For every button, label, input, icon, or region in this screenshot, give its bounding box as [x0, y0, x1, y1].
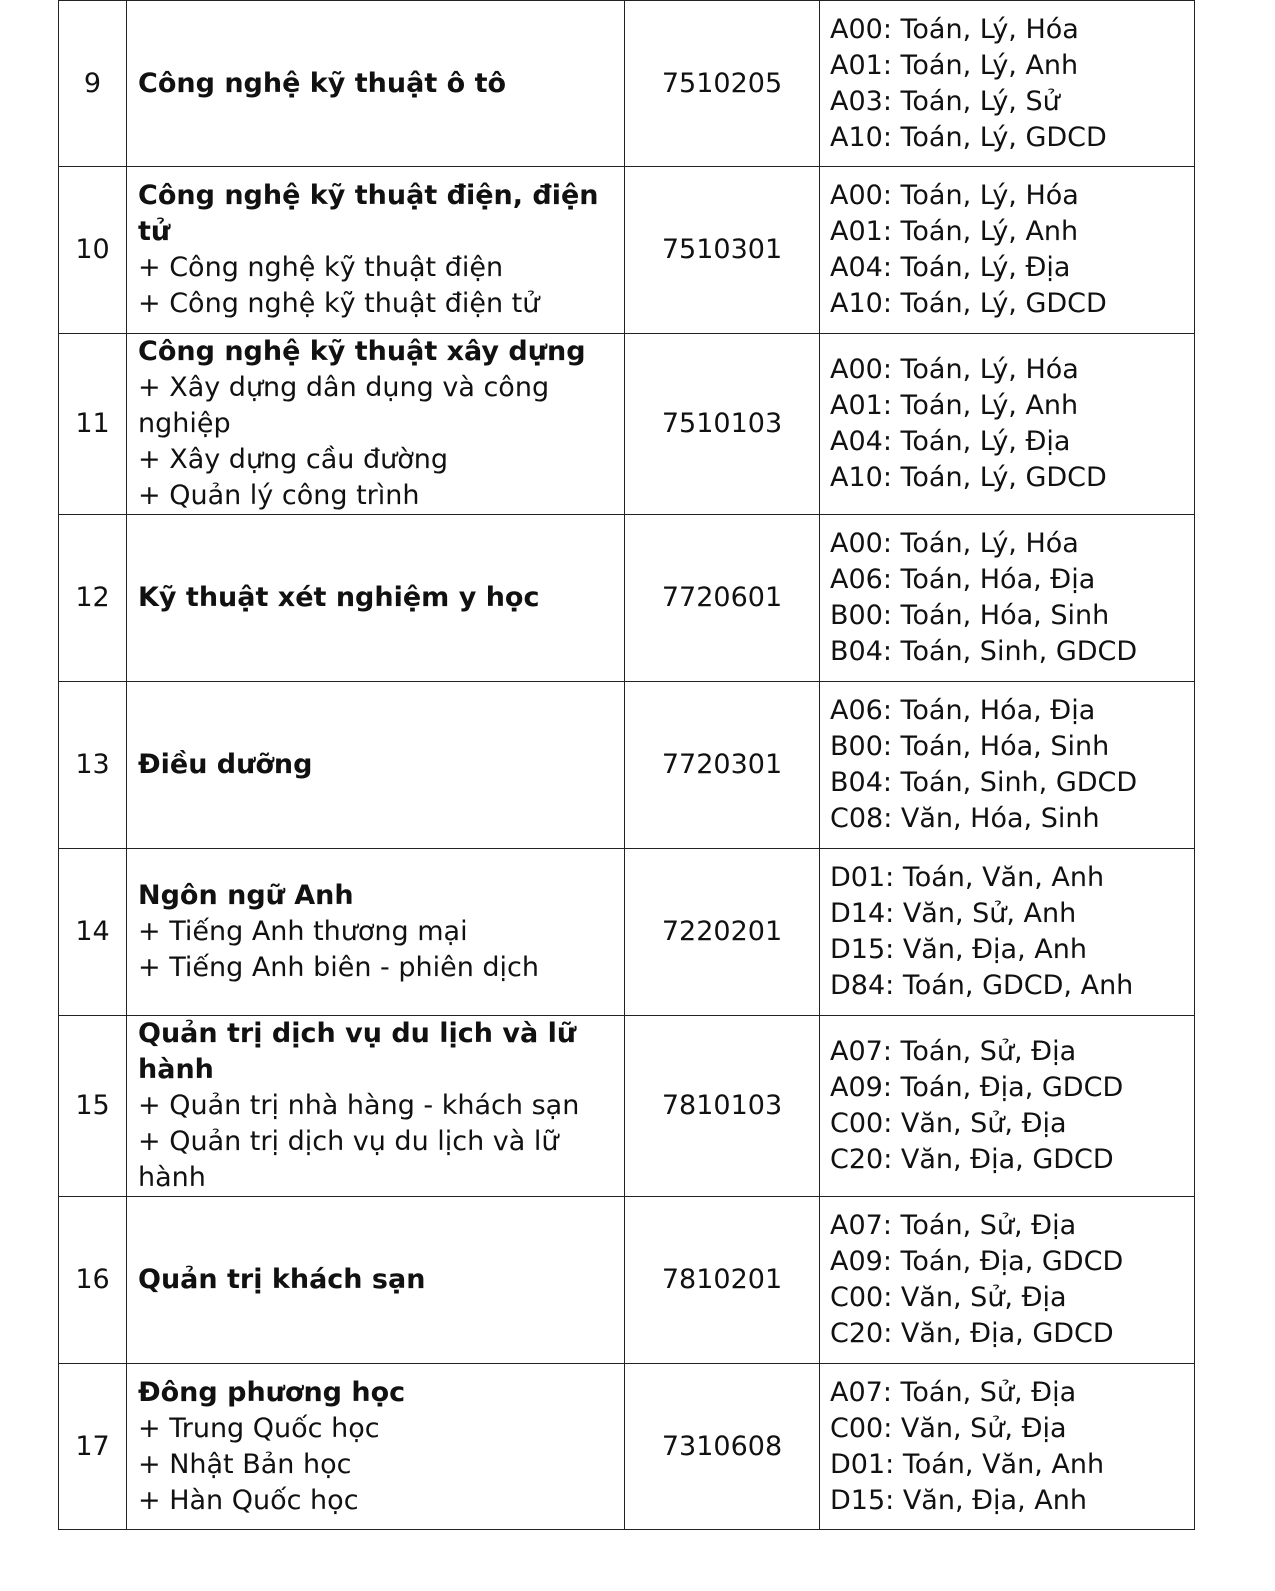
subject-combos-cell — [820, 849, 1195, 1016]
row-number: 12 — [59, 515, 127, 682]
major-cell — [127, 1197, 625, 1364]
table-row — [59, 849, 1195, 1016]
specialization-item: + Xây dựng cầu đường — [138, 444, 448, 475]
major-title: Điều dưỡng — [138, 749, 313, 780]
table-row — [59, 167, 1195, 334]
major-title: Quản trị dịch vụ du lịch và lữ hành — [138, 1018, 577, 1085]
subject-combo: B00: Toán, Hóa, Sinh — [830, 731, 1110, 762]
subject-combo: C08: Văn, Hóa, Sinh — [830, 803, 1100, 834]
subject-combos-cell — [820, 1016, 1195, 1197]
major-cell — [127, 1, 625, 167]
row-number: 14 — [59, 849, 127, 1016]
majors-table-body — [59, 1, 1195, 1530]
subject-combo: A01: Toán, Lý, Anh — [830, 216, 1079, 247]
major-title: Quản trị khách sạn — [138, 1264, 426, 1295]
subject-combo: D01: Toán, Văn, Anh — [830, 862, 1105, 893]
subject-combos-cell — [820, 1, 1195, 167]
major-cell — [127, 1364, 625, 1530]
subject-combo: A07: Toán, Sử, Địa — [830, 1376, 1077, 1408]
subject-combos-cell — [820, 167, 1195, 334]
subject-combo: D84: Toán, GDCD, Anh — [830, 970, 1134, 1001]
subject-combo: B04: Toán, Sinh, GDCD — [830, 636, 1138, 667]
subject-combo: A00: Toán, Lý, Hóa — [830, 13, 1079, 45]
subject-combo: A03: Toán, Lý, Sử — [830, 85, 1060, 117]
subject-combo: A00: Toán, Lý, Hóa — [830, 528, 1079, 559]
subject-combo: A10: Toán, Lý, GDCD — [830, 288, 1107, 319]
row-number: 15 — [59, 1016, 127, 1197]
table-row — [59, 1197, 1195, 1364]
subject-combos-cell — [820, 515, 1195, 682]
specialization-item: + Công nghệ kỹ thuật điện tử — [138, 288, 540, 319]
subject-combo: D14: Văn, Sử, Anh — [830, 898, 1077, 929]
subject-combo: C00: Văn, Sử, Địa — [830, 1412, 1067, 1444]
subject-combo: C20: Văn, Địa, GDCD — [830, 1144, 1114, 1175]
subject-combos-cell — [820, 334, 1195, 515]
major-code: 7220201 — [625, 849, 820, 1016]
row-number: 17 — [59, 1364, 127, 1530]
major-title: Đông phương học — [138, 1376, 406, 1408]
majors-table — [58, 0, 1195, 1530]
row-number: 9 — [59, 1, 127, 167]
major-code: 7810201 — [625, 1197, 820, 1364]
major-code: 7810103 — [625, 1016, 820, 1197]
subject-combo: A00: Toán, Lý, Hóa — [830, 180, 1079, 211]
subject-combo: C20: Văn, Địa, GDCD — [830, 1318, 1114, 1349]
subject-combo: B00: Toán, Hóa, Sinh — [830, 600, 1110, 631]
subject-combo: A06: Toán, Hóa, Địa — [830, 695, 1096, 726]
subject-combo: B04: Toán, Sinh, GDCD — [830, 767, 1138, 798]
specialization-item: + Trung Quốc học — [138, 1412, 380, 1444]
row-number: 11 — [59, 334, 127, 515]
major-title: Công nghệ kỹ thuật điện, điện tử — [138, 180, 599, 247]
specialization-item: + Quản trị dịch vụ du lịch và lữ hành — [138, 1126, 559, 1193]
subject-combos-cell — [820, 682, 1195, 849]
table-row — [59, 334, 1195, 515]
specialization-item: + Tiếng Anh biên - phiên dịch — [138, 952, 540, 983]
subject-combo: A04: Toán, Lý, Địa — [830, 252, 1071, 283]
table-row — [59, 515, 1195, 682]
major-code: 7310608 — [625, 1364, 820, 1530]
major-cell — [127, 849, 625, 1016]
major-code: 7510205 — [625, 1, 820, 167]
subject-combo: C00: Văn, Sử, Địa — [830, 1282, 1067, 1313]
table-row — [59, 1364, 1195, 1530]
row-number: 10 — [59, 167, 127, 334]
subject-combo: A07: Toán, Sử, Địa — [830, 1210, 1077, 1241]
subject-combo: A06: Toán, Hóa, Địa — [830, 564, 1096, 595]
specialization-item: + Quản lý công trình — [138, 480, 420, 511]
major-title: Ngôn ngữ Anh — [138, 880, 354, 911]
specialization-item: + Xây dựng dân dụng và công nghiệp — [138, 372, 550, 439]
subject-combo: A10: Toán, Lý, GDCD — [830, 121, 1107, 153]
specialization-item: + Công nghệ kỹ thuật điện — [138, 252, 504, 283]
major-title: Kỹ thuật xét nghiệm y học — [138, 582, 540, 613]
major-cell — [127, 682, 625, 849]
subject-combo: D01: Toán, Văn, Anh — [830, 1448, 1105, 1480]
row-number: 13 — [59, 682, 127, 849]
major-code: 7510103 — [625, 334, 820, 515]
table-row — [59, 1016, 1195, 1197]
major-code: 7720301 — [625, 682, 820, 849]
subject-combo: D15: Văn, Địa, Anh — [830, 934, 1087, 965]
specialization-item: + Nhật Bản học — [138, 1448, 352, 1480]
subject-combo: D15: Văn, Địa, Anh — [830, 1484, 1087, 1516]
major-code: 7720601 — [625, 515, 820, 682]
subject-combos-cell — [820, 1364, 1195, 1530]
subject-combo: C00: Văn, Sử, Địa — [830, 1108, 1067, 1139]
major-cell — [127, 515, 625, 682]
major-cell — [127, 167, 625, 334]
major-cell — [127, 334, 625, 515]
subject-combo: A10: Toán, Lý, GDCD — [830, 462, 1107, 493]
specialization-item: + Quản trị nhà hàng - khách sạn — [138, 1090, 580, 1121]
major-code: 7510301 — [625, 167, 820, 334]
subject-combo: A00: Toán, Lý, Hóa — [830, 354, 1079, 385]
subject-combo: A09: Toán, Địa, GDCD — [830, 1246, 1124, 1277]
subject-combo: A01: Toán, Lý, Anh — [830, 390, 1079, 421]
subject-combo: A04: Toán, Lý, Địa — [830, 426, 1071, 457]
subject-combo: A01: Toán, Lý, Anh — [830, 49, 1079, 81]
subject-combos-cell — [820, 1197, 1195, 1364]
row-number: 16 — [59, 1197, 127, 1364]
subject-combo: A07: Toán, Sử, Địa — [830, 1036, 1077, 1067]
table-row — [59, 682, 1195, 849]
major-title: Công nghệ kỹ thuật xây dựng — [138, 336, 586, 367]
subject-combo: A09: Toán, Địa, GDCD — [830, 1072, 1124, 1103]
specialization-item: + Hàn Quốc học — [138, 1484, 359, 1516]
table-row — [59, 1, 1195, 167]
major-title: Công nghệ kỹ thuật ô tô — [138, 67, 507, 99]
major-cell — [127, 1016, 625, 1197]
specialization-item: + Tiếng Anh thương mại — [138, 916, 468, 947]
